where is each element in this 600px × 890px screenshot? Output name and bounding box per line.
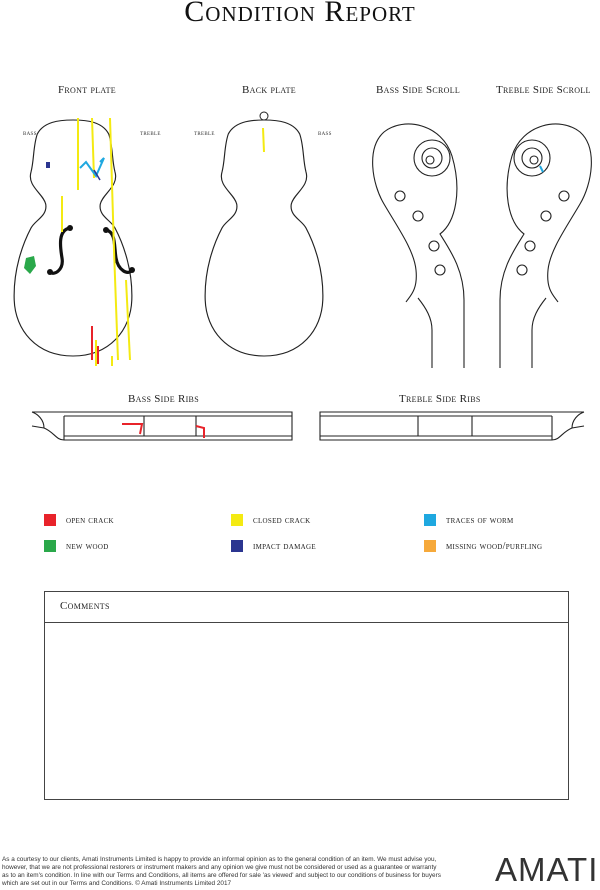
bass-ribs-drawing — [32, 412, 292, 440]
bass-scroll-label: Bass Side Scroll — [376, 84, 461, 96]
treble-scroll-drawing — [500, 124, 591, 368]
legend-closed-crack: closed crack — [231, 514, 310, 526]
disclaimer-text: As a courtesy to our clients, Amati Instruments Limited is happy to provide an informal opinion as to the general condition of an item. We must advise you, however, that we are not professional restorers or instrument makers and any opinion we give must not be considered or used as a guarantee or warranty as to an item's condition. In line with our Terms and Conditions, all items are offered for sale 'as viewed' and subject to our conditions of business for buyers which are set out in our Terms and Conditions. © Amati Instruments Limited 2017 — [2, 856, 441, 887]
swatch-open-crack — [44, 514, 56, 526]
treble-ribs-label: Treble Side Ribs — [399, 393, 481, 405]
comments-label: Comments — [45, 592, 568, 623]
treble-scroll-label: Treble Side Scroll — [496, 84, 591, 96]
back-plate-label: Back plate — [242, 84, 296, 96]
front-plate-damage-marks — [24, 118, 130, 366]
bass-ribs-label: Bass Side Ribs — [128, 393, 199, 405]
legend-open-crack: open crack — [44, 514, 114, 526]
amati-logo: AMATI — [495, 851, 599, 888]
treble-ribs-drawing — [320, 412, 584, 440]
swatch-impact-damage — [231, 540, 243, 552]
legend-missing-wood: missing wood/purfling — [424, 540, 542, 552]
back-plate-outline — [205, 120, 323, 356]
swatch-traces-of-worm — [424, 514, 436, 526]
back-plate-closed-crack — [263, 128, 264, 152]
swatch-new-wood — [44, 540, 56, 552]
f-hole-bass — [50, 228, 70, 273]
legend-impact-damage: impact damage — [231, 540, 316, 552]
bass-scroll-drawing — [373, 124, 464, 368]
comments-box[interactable] — [44, 591, 569, 800]
legend-traces-of-worm: traces of worm — [424, 514, 514, 526]
page-title: Condition Report — [184, 0, 416, 28]
front-plate-bass-tag: bass — [23, 129, 37, 137]
front-plate-label: Front plate — [58, 84, 116, 96]
front-plate-treble-tag: treble — [140, 129, 161, 137]
back-plate-treble-tag: treble — [194, 129, 215, 137]
legend-new-wood: new wood — [44, 540, 109, 552]
swatch-closed-crack — [231, 514, 243, 526]
swatch-missing-wood — [424, 540, 436, 552]
back-plate-bass-tag: bass — [318, 129, 332, 137]
